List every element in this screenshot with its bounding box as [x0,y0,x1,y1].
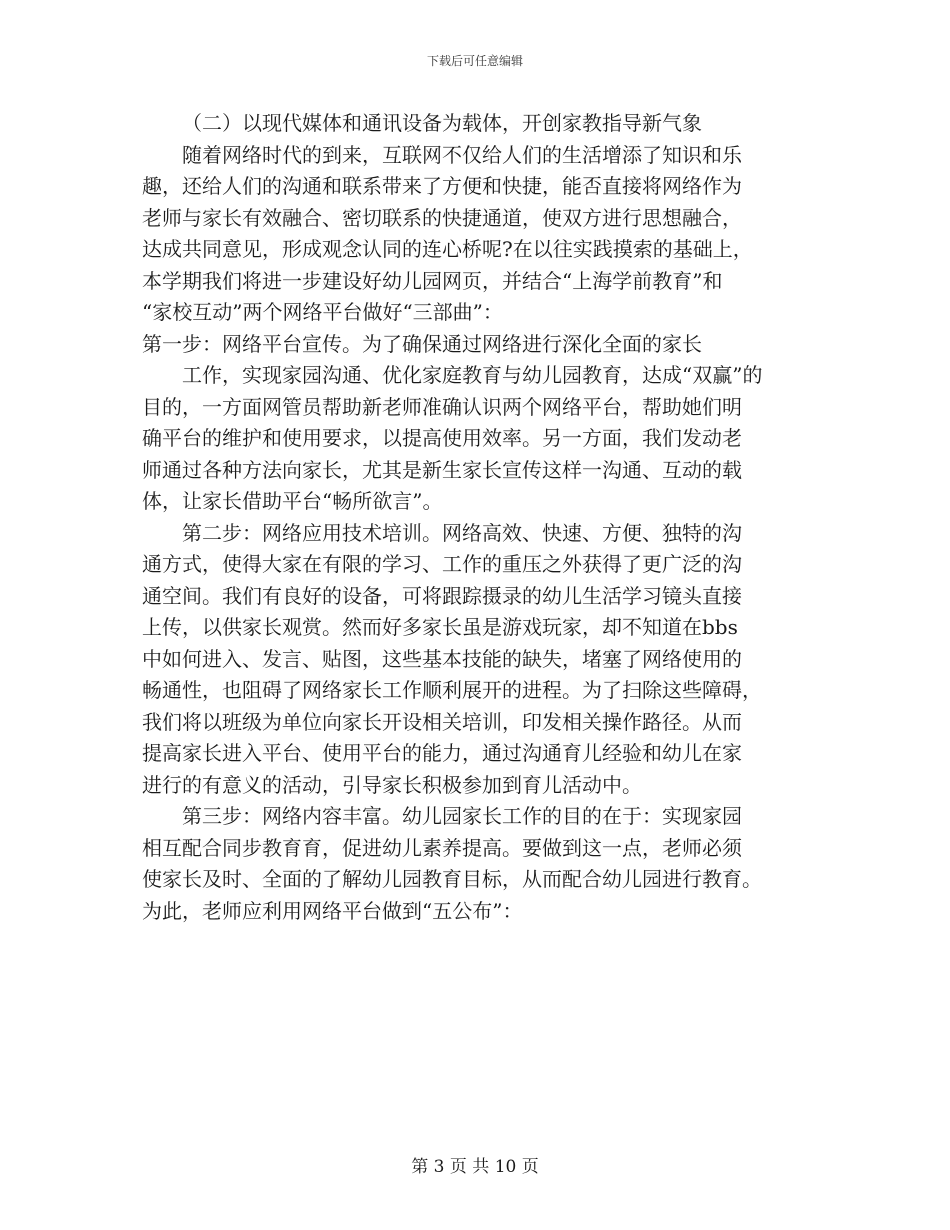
document-body [142,108,810,927]
page-header-note: 下载后可任意编辑 [426,54,523,68]
paragraph-line: 师通过各种方法向家长，尤其是新生家长宣传这样一沟通、互动的载 [142,457,742,482]
paragraph-line: 畅通性，也阻碍了网络家长工作顺利展开的进程。为了扫除这些障碍， [142,678,762,702]
paragraph-line: 中如何进入、发言、贴图，这些基本技能的缺失，堵塞了网络使用的 [142,646,742,671]
paragraph-line: 使家长及时、全面的了解幼儿园教育目标，从而配合幼儿园进行教育。 [142,867,762,891]
paragraph-line: 体，让家长借助平台“畅所欲言”。 [142,489,443,513]
paragraph-line: 相互配合同步教育育，促进幼儿素养提高。要做到这一点，老师必须 [142,835,742,860]
paragraph-line: 随着网络时代的到来，互联网不仅给人们的生活增添了知识和乐 [182,142,742,167]
paragraph-line: 我们将以班级为单位向家长开设相关培训，印发相关操作路径。从而 [142,709,742,734]
paragraph-line: 上传，以供家长观赏。然而好多家长虽是游戏玩家，却不知道在bbs [142,615,738,639]
paragraph-line: 老师与家长有效融合、密切联系的快捷通道，使双方进行思想融合， [142,205,742,230]
paragraph-line: 本学期我们将进一步建设好幼儿园网页，并结合“上海学前教育”和 [142,268,723,293]
paragraph-line: 达成共同意见，形成观念认同的连心桥呢?在以往实践摸索的基础上， [142,237,753,261]
paragraph-line: 进行的有意义的活动，引导家长积极参加到育儿活动中。 [142,772,642,797]
paragraph-line: 趣，还给人们的沟通和联系带来了方便和快捷，能否直接将网络作为 [142,174,742,198]
page-number-footer: 第 3 页 共 10 页 [411,1157,539,1177]
paragraph-line: 提高家长进入平台、使用平台的能力，通过沟通育儿经验和幼儿在家 [142,741,742,765]
paragraph-line: 为此，老师应利用网络平台做到“五公布”： [142,898,523,923]
paragraph-line: 通方式，使得大家在有限的学习、工作的重压之外获得了更广泛的沟 [142,552,742,576]
paragraph-line: 第三步：网络内容丰富。幼儿园家长工作的目的在于：实现家园 [182,804,742,828]
paragraph-line: 第二步：网络应用技术培训。网络高效、快速、方便、独特的沟 [182,520,742,545]
paragraph-line: 确平台的维护和使用要求，以提高使用效率。另一方面，我们发动老 [142,426,742,450]
paragraph-line: 第一步：网络平台宣传。为了确保通过网络进行深化全面的家长 [142,331,702,356]
section-heading: （二）以现代媒体和通讯设备为载体，开创家教指导新气象 [182,111,702,135]
paragraph-line: “家校互动”两个网络平台做好“三部曲”： [142,300,503,324]
paragraph-line: 目的，一方面网管员帮助新老师准确认识两个网络平台，帮助她们明 [142,394,742,419]
paragraph-line: 通空间。我们有良好的设备，可将跟踪摄录的幼儿生活学习镜头直接 [142,583,742,608]
paragraph-line: 工作，实现家园沟通、优化家庭教育与幼儿园教育，达成“双赢”的 [182,363,763,387]
